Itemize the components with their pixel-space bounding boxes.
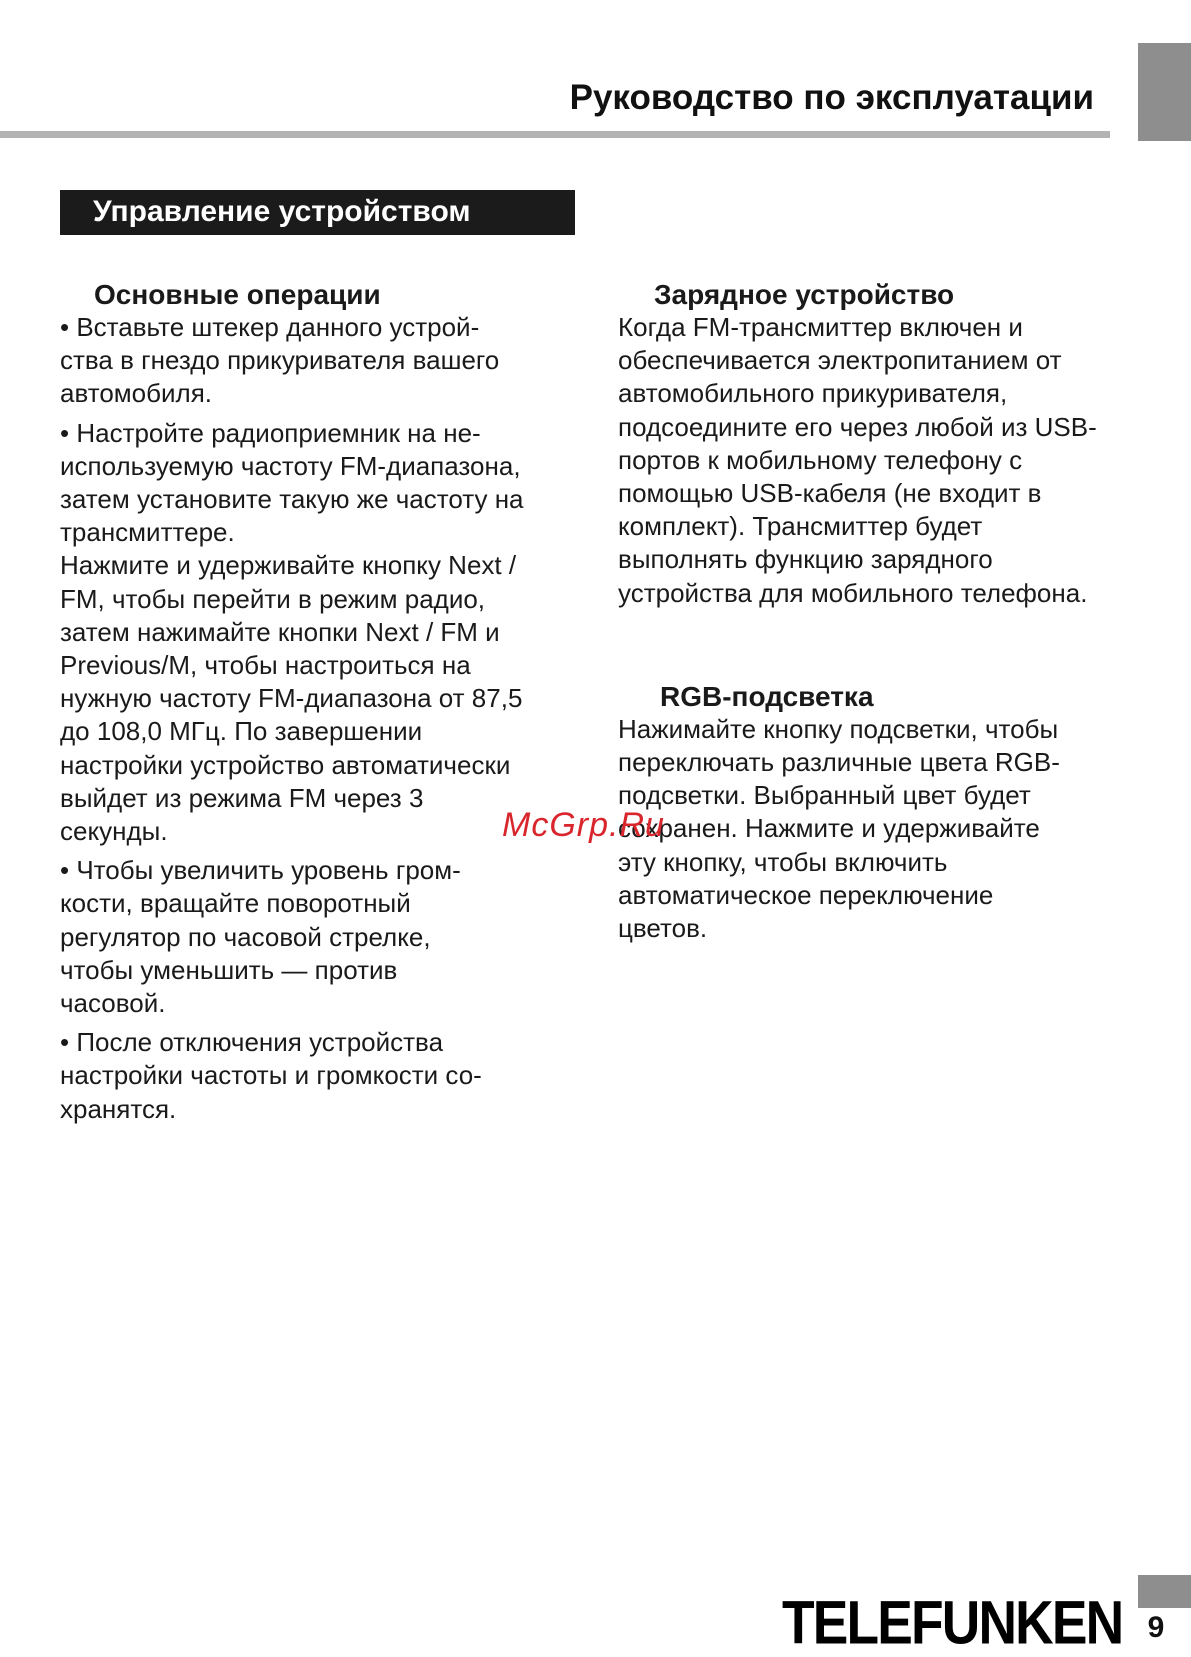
header-divider bbox=[0, 131, 1110, 138]
section-title-bar bbox=[60, 190, 575, 235]
rgb-paragraph: Нажимайте кнопку подсветки, чтобы переключать различные цвета RGB- подсветки. Выбранный цвет будет сохранен. Нажмите и удерживайте эту кнопку, чтобы включить автоматическое переключение цветов. bbox=[618, 713, 1060, 944]
brand-logo: TELEFUNKEN bbox=[782, 1588, 1123, 1657]
charger-paragraph: Когда FM-трансмиттер включен и обеспечивается электропитанием от автомобильного прикуривателя, подсоедините его через любой из USB- портов к мобильному телефону с помощью USB-кабеля (не входит в комплект). Трансмиттер будет выполнять функцию зарядного устройства для мобильного телефона. bbox=[618, 312, 1097, 608]
basic-operations-paragraph-3: • Чтобы увеличить уровень гром- кости, вращайте поворотный регулятор по часовой стрелке, чтобы уменьшить — против часовой. bbox=[60, 855, 461, 1019]
basic-operations-paragraph-4: • После отключения устройства настройки частоты и громкости со- хранятся. bbox=[60, 1027, 482, 1124]
page-header-title: Руководство по эксплуатации bbox=[569, 78, 1094, 117]
basic-operations-paragraph-2: • Настройте радиоприемник на не- используемую частоту FM-диапазона, затем установите такую же частоту на трансмиттере. Нажмите и удерживайте кнопку Next / FM, чтобы перейти в режим радио, затем нажимайте кнопки Next / FM и Previous/M, чтобы настроиться на нужную частоту FM-диапазона от 87,5 до 108,0 МГц. По завершении настройки устройство автоматически выйдет из режима FM через 3 секунды. bbox=[60, 417, 524, 847]
page-edge-tab bbox=[1138, 43, 1191, 141]
basic-operations-heading: Основные операции bbox=[94, 279, 381, 310]
left-column bbox=[60, 278, 585, 1126]
section-title: Управление устройством bbox=[93, 195, 471, 228]
rgb-heading: RGB-подсветка bbox=[660, 680, 874, 712]
watermark: McGrp.Ru bbox=[502, 806, 665, 844]
page-number: 9 bbox=[1147, 1611, 1165, 1644]
charger-heading: Зарядное устройство bbox=[654, 279, 955, 310]
basic-operations-paragraph-1: • Вставьте штекер данного устрой- ства в гнездо прикуривателя вашего автомобиля. bbox=[60, 312, 500, 409]
right-column bbox=[618, 278, 1148, 945]
page-number-tab bbox=[1138, 1575, 1191, 1608]
